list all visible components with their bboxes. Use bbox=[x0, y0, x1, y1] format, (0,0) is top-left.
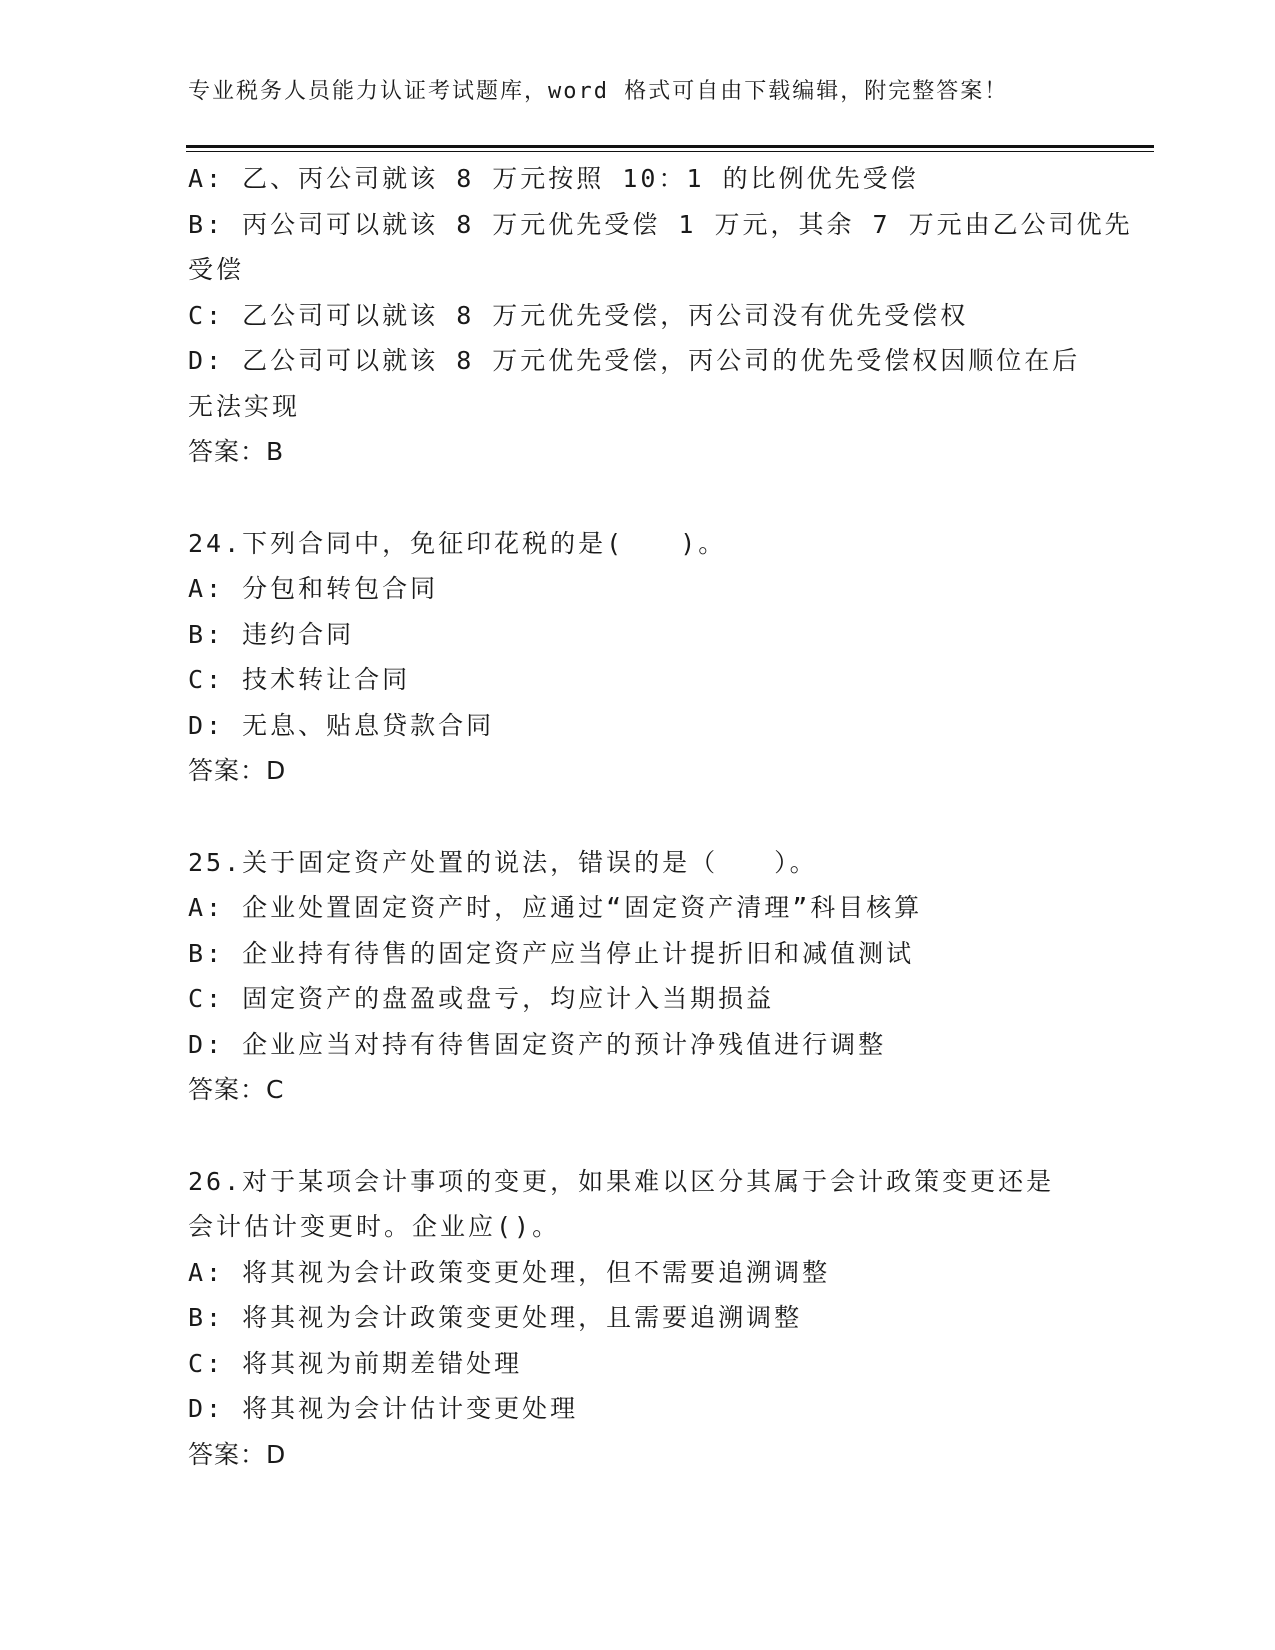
option-b: B: 将其视为会计政策变更处理，且需要追溯调整 bbox=[188, 1303, 803, 1332]
question-stem: 25.关于固定资产处置的说法，错误的是（ ）。 bbox=[188, 847, 818, 877]
option-c: C: 乙公司可以就该 8 万元优先受偿，丙公司没有优先受偿权 bbox=[188, 300, 969, 330]
option-d: D: 乙公司可以就该 8 万元优先受偿，丙公司的优先受偿权因顺位在后 bbox=[188, 346, 1081, 375]
answer: 答案：C bbox=[188, 1075, 285, 1104]
option-d: D: 无息、贴息贷款合同 bbox=[188, 710, 495, 740]
option-a: A: 将其视为会计政策变更处理，但不需要追溯调整 bbox=[188, 1257, 831, 1287]
option-c: C: 技术转让合同 bbox=[188, 665, 411, 694]
answer: 答案：D bbox=[188, 756, 287, 785]
option-a: A: 分包和转包合同 bbox=[188, 574, 439, 603]
question-block-26 bbox=[188, 1159, 1078, 1478]
question-stem-continued: 会计估计变更时。企业应()。 bbox=[188, 1212, 561, 1241]
option-c: C: 固定资产的盘盈或盘亏，均应计入当期损益 bbox=[188, 984, 775, 1013]
question-stem: 24.下列合同中，免征印花税的是( )。 bbox=[188, 528, 727, 558]
option-d-continued: 无法实现 bbox=[188, 391, 301, 421]
answer: 答案：B bbox=[188, 437, 285, 466]
option-d: D: 将其视为会计估计变更处理 bbox=[188, 1394, 579, 1423]
question-stem: 26.对于某项会计事项的变更，如果难以区分其属于会计政策变更还是 bbox=[188, 1166, 1055, 1196]
option-b: B: 违约合同 bbox=[188, 619, 355, 649]
page-header: 专业税务人员能力认证考试题库，word 格式可自由下载编辑，附完整答案！ bbox=[188, 79, 1009, 104]
question-block-23 bbox=[188, 156, 1133, 475]
option-b: B: 企业持有待售的固定资产应当停止计提折旧和减值测试 bbox=[188, 938, 915, 968]
answer: 答案：D bbox=[188, 1439, 287, 1469]
option-b: B: 丙公司可以就该 8 万元优先受偿 1 万元，其余 7 万元由乙公司优先 bbox=[188, 209, 1133, 239]
option-d: D: 企业应当对持有待售固定资产的预计净残值进行调整 bbox=[188, 1029, 887, 1059]
option-a: A: 乙、丙公司就该 8 万元按照 10：1 的比例优先受偿 bbox=[188, 164, 919, 193]
question-content bbox=[188, 156, 1133, 1477]
question-block-24 bbox=[188, 521, 1078, 794]
option-c: C: 将其视为前期差错处理 bbox=[188, 1348, 523, 1378]
option-a: A: 企业处置固定资产时，应通过“固定资产清理”科目核算 bbox=[188, 893, 923, 922]
option-b-continued: 受偿 bbox=[188, 255, 245, 284]
header-rule-thick bbox=[186, 145, 1154, 148]
question-block-25 bbox=[188, 840, 1078, 1113]
header-rule-thin bbox=[186, 151, 1154, 152]
